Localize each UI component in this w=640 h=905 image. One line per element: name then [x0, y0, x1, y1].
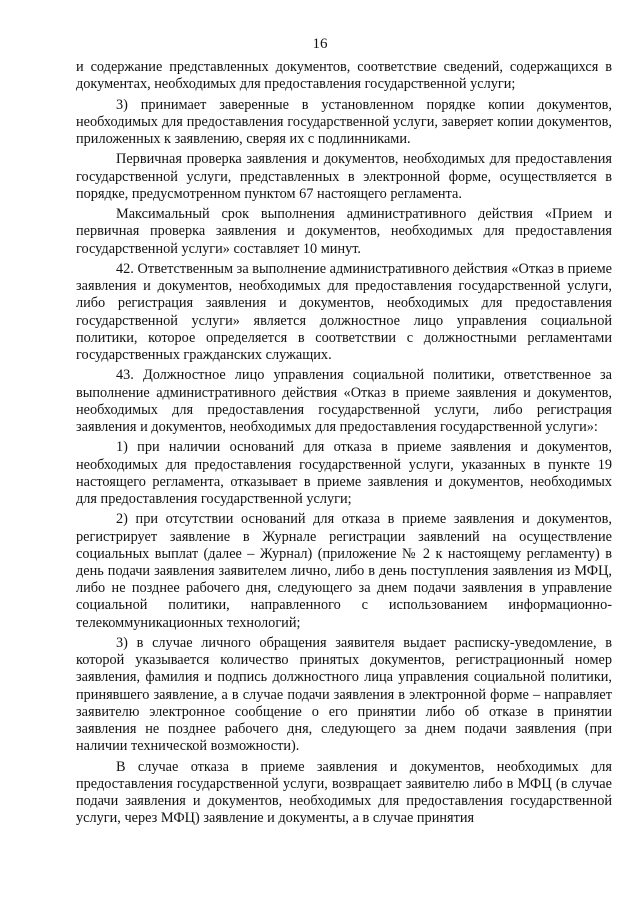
- paragraph-item-1-refusal: 1) при наличии оснований для отказа в приеме заявления и документов, необходимых для предоставления государственной услуги, указанных в пункте 19 настоящего регламента, отказывает в приеме заявления и документов, необходимых для предоставления государственной услуги;: [76, 439, 612, 507]
- paragraph-item-3-certified-copies: 3) принимает заверенные в установленном порядке копии документов, необходимых для предоставления государственной услуги, заверяет копии документов, приложенных к заявлению, сверяя их с подлинниками.: [76, 96, 612, 147]
- paragraph-max-time: Максимальный срок выполнения административного действия «Прием и первичная проверка заявления и документов, необходимых для предоставления государственной услуги» составляет 10 минут.: [76, 206, 612, 257]
- paragraph-continuation: и содержание представленных документов, соответствие сведений, содержащихся в документах, необходимых для предоставления государственной услуги;: [76, 59, 612, 93]
- paragraph-item-2-registration: 2) при отсутствии оснований для отказа в приеме заявления и документов, регистрирует заявление в Журнале регистрации заявлений на осуществление социальных выплат (далее – Журнал) (приложение № 2 к настоящему регламенту) в день подачи заявления заявителем лично, либо в день поступления заявления из МФЦ, либо не позднее рабочего дня, следующего за днем подачи заявления в управление социальной политики, направленного с использованием информационно-телекоммуникационных технологий;: [76, 511, 612, 631]
- paragraph-electronic-check: Первичная проверка заявления и документов, необходимых для предоставления государственной услуги, представленных в электронной форме, осуществляется в порядке, предусмотренном пунктом 67 настоящего регламента.: [76, 151, 612, 202]
- page-number: 16: [312, 36, 328, 52]
- paragraph-clause-43: 43. Должностное лицо управления социальной политики, ответственное за выполнение административного действия «Отказ в приеме заявления и документов, необходимых для предоставления государственной услуги, либо регистрация заявления и документов, необходимых для предоставления государственной услуги»:: [76, 367, 612, 435]
- paragraph-clause-42: 42. Ответственным за выполнение административного действия «Отказ в приеме заявления и документов, необходимых для предоставления государственной услуги, либо регистрация заявления и документов, необходимых для предоставления государственной услуги» является должностное лицо управления социальной политики, которое определяется в соответствии с должностными регламентами государственных гражданских служащих.: [76, 260, 612, 363]
- paragraph-refusal-case: В случае отказа в приеме заявления и документов, необходимых для предоставления государственной услуги, возвращает заявителю либо в МФЦ (в случае подачи заявления и документов, необходимых для предоставления государственной услуги, через МФЦ) заявление и документы, а в случае принятия: [76, 758, 612, 827]
- document-body: [76, 59, 612, 831]
- paragraph-item-3-receipt: 3) в случае личного обращения заявителя выдает расписку-уведомление, в которой указывается количество принятых документов, регистрационный номер заявления, фамилия и подпись должностного лица управления социальной политики, принявшего заявление, а в случае подачи заявления в электронной форме – направляет заявителю электронное сообщение о его принятии либо об отказе в принятии заявления не позднее рабочего дня, следующего за днем подачи заявления (при наличии технической возможности).: [76, 635, 612, 755]
